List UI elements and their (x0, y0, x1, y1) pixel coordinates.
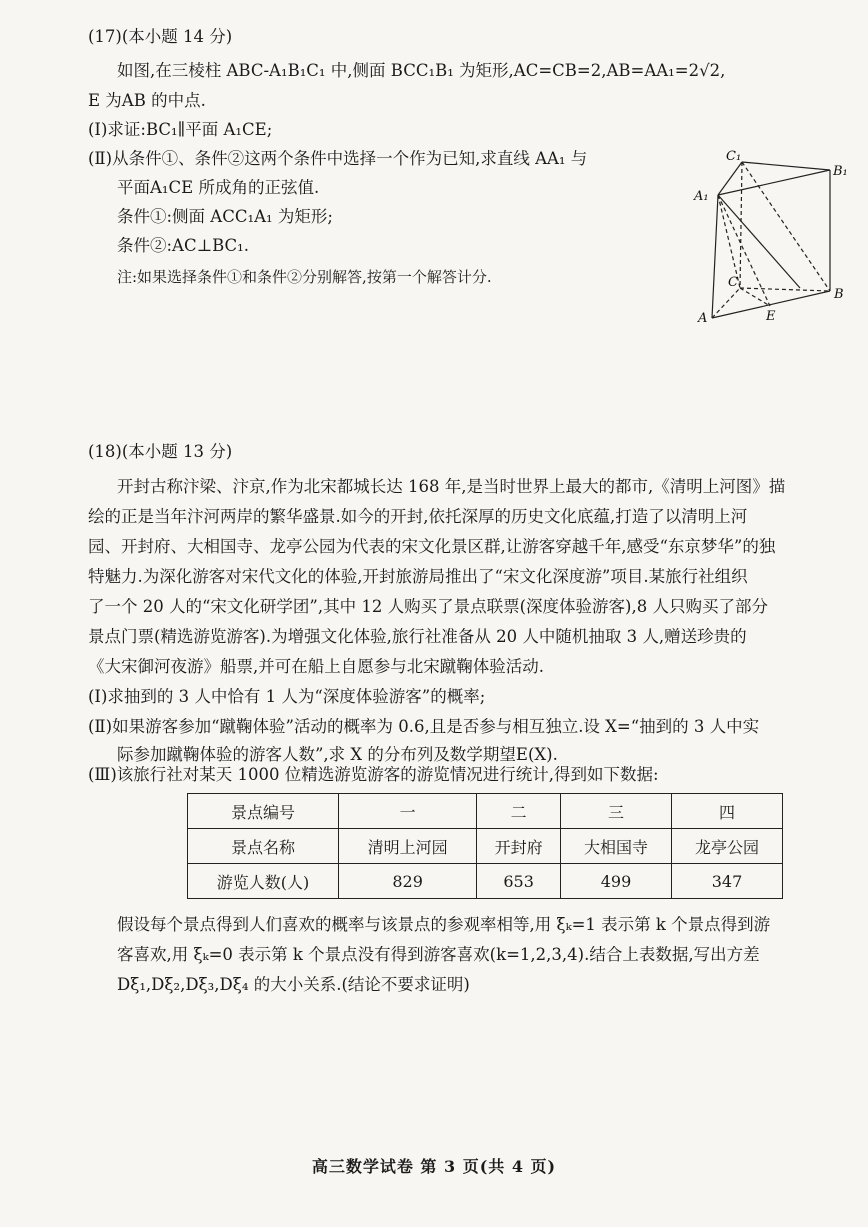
q18-para-line1: 开封古称汴梁、汴京,作为北宋都城长达 168 年,是当时世界上最大的都市,《清明上河图》描 (117, 477, 786, 496)
table-cell: 四 (671, 794, 782, 829)
table-cell: 开封府 (477, 829, 561, 864)
edge-a1-a (712, 195, 718, 318)
table-row (188, 864, 783, 899)
label-b1: B₁ (833, 164, 848, 179)
q18-part1: (Ⅰ)求抽到的 3 人中恰有 1 人为“深度体验游客”的概率; (88, 687, 486, 706)
q18-header: (18)(本小题 13 分) (88, 442, 233, 461)
q18-para-line3: 园、开封府、大相国寺、龙亭公园为代表的宋文化景区群,让游客穿越千年,感受“东京梦华”的独 (88, 537, 776, 556)
edge-c-b (740, 288, 830, 291)
q18-para-line2: 绘的正是当年汴河两岸的繁华盛景.如今的开封,依托深厚的历史文化底蕴,打造了以清明上河 (88, 507, 748, 526)
q17-part1: (Ⅰ)求证:BC₁∥平面 A₁CE; (88, 120, 273, 139)
q17-part2-line2: 平面A₁CE 所成角的正弦值. (117, 178, 320, 197)
table-cell: 大相国寺 (560, 829, 671, 864)
q18-part2-line2: 际参加蹴鞠体验的游客人数”,求 X 的分布列及数学期望E(X). (117, 745, 558, 764)
label-e: E (766, 309, 776, 324)
q18-para-line6: 景点门票(精选游览游客).为增强文化体验,旅行社准备从 20 人中随机抽取 3 人,赠送珍贵的 (88, 627, 747, 646)
q17-part2-line1: (Ⅱ)从条件①、条件②这两个条件中选择一个作为已知,求直线 AA₁ 与 (88, 149, 588, 168)
q18-para-line4: 特魅力.为深化游客对宋代文化的体验,开封旅游局推出了“宋文化深度游”项目.某旅行社组织 (88, 567, 748, 586)
row-header-name: 景点名称 (188, 829, 339, 864)
label-c1: C₁ (726, 149, 742, 164)
row-header-visitors: 游览人数(人) (188, 864, 339, 899)
q18-para-line5: 了一个 20 人的“宋文化研学团”,其中 12 人购买了景点联票(深度体验游客),8 人只购买了部分 (88, 597, 768, 616)
table-row (188, 829, 783, 864)
label-b: B (834, 287, 844, 302)
q18-after-line1: 假设每个景点得到人们喜欢的概率与该景点的参观率相等,用 ξₖ=1 表示第 k 个景点得到游 (117, 915, 771, 934)
table-cell: 一 (339, 794, 477, 829)
label-a: A (698, 311, 708, 326)
table-cell: 三 (560, 794, 671, 829)
edge-a-c (712, 288, 740, 318)
table-cell: 龙亭公园 (671, 829, 782, 864)
prism-figure (690, 148, 860, 333)
edge-a1-b1 (718, 170, 830, 195)
q17-header: (17)(本小题 14 分) (88, 27, 233, 46)
table-cell: 829 (339, 864, 477, 899)
q17-condition2: 条件②:AC⊥BC₁. (117, 236, 250, 255)
edge-c1-c (740, 162, 742, 288)
q18-part3: (Ⅲ)该旅行社对某天 1000 位精选游览游客的游览情况进行统计,得到如下数据: (88, 765, 659, 784)
table-cell: 499 (560, 864, 671, 899)
visitor-table (187, 793, 783, 899)
label-c: C (728, 275, 738, 290)
q18-after-line3: Dξ₁,Dξ₂,Dξ₃,Dξ₄ 的大小关系.(结论不要求证明) (117, 975, 470, 994)
q18-part2-line1: (Ⅱ)如果游客参加“蹴鞠体验”活动的概率为 0.6,且是否参与相互独立.设 X=“抽到的 3 人中实 (88, 717, 760, 736)
edge-a1-e (718, 195, 770, 306)
q18-after-line2: 客喜欢,用 ξₖ=0 表示第 k 个景点没有得到游客喜欢(k=1,2,3,4).结合上表数据,写出方差 (117, 945, 760, 964)
edge-c1-b1 (742, 162, 830, 170)
q18-para-line7: 《大宋御河夜游》船票,并可在船上自愿参与北宋蹴鞠体验活动. (88, 657, 544, 676)
label-a1: A₁ (694, 189, 709, 204)
row-header-number: 景点编号 (188, 794, 339, 829)
table-cell: 347 (671, 864, 782, 899)
table-cell: 653 (477, 864, 561, 899)
table-cell: 清明上河园 (339, 829, 477, 864)
q17-stem-line2: E 为AB 的中点. (88, 91, 206, 110)
q17-stem-line1: 如图,在三棱柱 ABC-A₁B₁C₁ 中,侧面 BCC₁B₁ 为矩形,AC=CB=2,AB=AA₁=2√2, (117, 61, 726, 80)
table-cell: 二 (477, 794, 561, 829)
page-footer: 高三数学试卷 第 3 页(共 4 页) (311, 1157, 557, 1176)
q17-note: 注:如果选择条件①和条件②分别解答,按第一个解答计分. (117, 268, 492, 286)
table-row (188, 794, 783, 829)
q17-condition1: 条件①:侧面 ACC₁A₁ 为矩形; (117, 207, 333, 226)
